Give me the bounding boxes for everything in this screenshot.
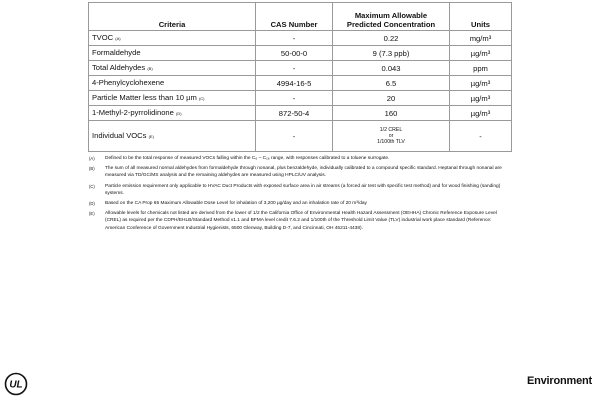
criteria-name: Total Aldehydes	[92, 63, 146, 72]
table-row	[89, 46, 512, 61]
footnote-a	[89, 155, 509, 162]
table-row	[89, 76, 512, 91]
header-max-line1: Maximum Allowable	[354, 11, 428, 20]
footnote-label: (B)	[89, 166, 95, 172]
footnote-ref: (D)	[176, 111, 182, 116]
criteria-name: Particle Matter less than 10 µm	[92, 93, 197, 102]
cas-cell: -	[256, 31, 333, 46]
criteria-cell	[89, 61, 256, 76]
criteria-name: TVOC	[92, 33, 114, 42]
criteria-name: Formaldehyde	[92, 48, 141, 57]
cas-cell: 872-50-4	[256, 106, 333, 121]
criteria-cell	[89, 46, 256, 61]
criteria-name: 1-Methyl-2-pyrrolidinone	[92, 108, 174, 117]
value-cell: 0.22	[333, 31, 450, 46]
units-cell: µg/m³	[450, 46, 512, 61]
footnote-ref: (E)	[148, 134, 154, 139]
units-cell: -	[450, 121, 512, 152]
value-cell: 20	[333, 91, 450, 106]
table-row	[89, 31, 512, 46]
units-cell: ppm	[450, 61, 512, 76]
units-cell: µg/m³	[450, 76, 512, 91]
table-row	[89, 61, 512, 76]
footnote-text: Allowable levels for chemicals not listed are derived from the lower of 1/2 the California Office of Environmental Health Hazard Assessment (OEHHA) Chronic Reference Exposure Level (CREL) as required per the CDPH/EHLB/Standard Method v1.1 and BFMA level credit 7.6.2 and 1/100th of the Threshold Limit Value (TLV) industrial work place standard (Reference: American Conference of Government Industrial Hygienists, 6500 Glenway, Building D-7, and Cincinnati, OH 45211-4438).	[105, 211, 497, 231]
value-cell	[333, 121, 450, 152]
cas-cell: 4994-16-5	[256, 76, 333, 91]
criteria-cell	[89, 31, 256, 46]
criteria-table	[88, 2, 512, 152]
units-cell: mg/m³	[450, 31, 512, 46]
criteria-cell	[89, 121, 256, 152]
footnotes	[89, 155, 509, 235]
value-line-or: or	[388, 132, 394, 139]
table-header-row	[89, 3, 512, 31]
header-cas: CAS Number	[256, 3, 333, 31]
footnote-label: (C)	[89, 183, 95, 189]
cas-cell: -	[256, 121, 333, 152]
header-max-line2: Predicted Concentration	[346, 20, 436, 29]
footnote-b	[89, 165, 509, 179]
footnote-ref: (B)	[147, 66, 153, 71]
value-cell: 160	[333, 106, 450, 121]
header-units: Units	[450, 3, 512, 31]
ul-logo-text: UL	[9, 379, 23, 391]
ul-logo	[4, 372, 28, 396]
criteria-cell	[89, 91, 256, 106]
footnote-c	[89, 183, 509, 197]
value-line-tlv: 1/100th TLV	[377, 139, 405, 146]
value-cell: 6.5	[333, 76, 450, 91]
footnote-text: Defined to be the total response of measured VOCs falling within the C₆ – C₁₆ range, with responses calibrated to a toluene surrogate.	[105, 156, 390, 161]
header-max-concentration	[333, 3, 450, 31]
footnote-ref: (A)	[115, 36, 121, 41]
table-row	[89, 91, 512, 106]
footnote-d	[89, 200, 509, 207]
header-criteria: Criteria	[89, 3, 256, 31]
criteria-name: Individual VOCs	[92, 131, 147, 140]
footnote-ref: (C)	[198, 96, 205, 101]
footnote-text: Particle emission requirement only applicable to HVAC Duct Products with exposed surface area in air streams (a forced air test with specific test method) and for wood finishing (sanding) systems.	[105, 183, 501, 196]
footnote-label: (A)	[89, 156, 95, 161]
cas-cell: -	[256, 91, 333, 106]
footnote-text: The sum of all measured normal aldehydes from formaldehyde through nonanal, plus benzaldehyde, individually calibrated to a compound specific standard. Heptanal through nonanal are measured via TD/GC/MS analysis and the remaining aldehydes are measured using HPLC/UV analysis.	[105, 166, 502, 179]
cas-cell: 50-00-0	[256, 46, 333, 61]
footnote-label: (E)	[89, 211, 95, 217]
footnote-text: Based on the CA Prop 65 Maximum Allowable Dose Level for inhalation of 3,200 µg/day and an inhalation rate of 20 m³/day	[105, 201, 367, 207]
cas-cell: -	[256, 61, 333, 76]
value-cell: 9 (7.3 ppb)	[333, 46, 450, 61]
units-cell: µg/m³	[450, 91, 512, 106]
criteria-cell	[89, 106, 256, 121]
criteria-name: 4-Phenylcyclohexene	[92, 78, 165, 87]
value-cell: 0.043	[333, 61, 450, 76]
units-cell: µg/m³	[450, 106, 512, 121]
brand-environment: Environment	[526, 375, 592, 387]
footnote-e	[89, 210, 509, 232]
value-line-crel: 1/2 CREL	[379, 126, 403, 133]
footnote-label: (D)	[89, 201, 95, 207]
criteria-cell	[89, 76, 256, 91]
table-row	[89, 121, 512, 152]
table-row	[89, 106, 512, 121]
